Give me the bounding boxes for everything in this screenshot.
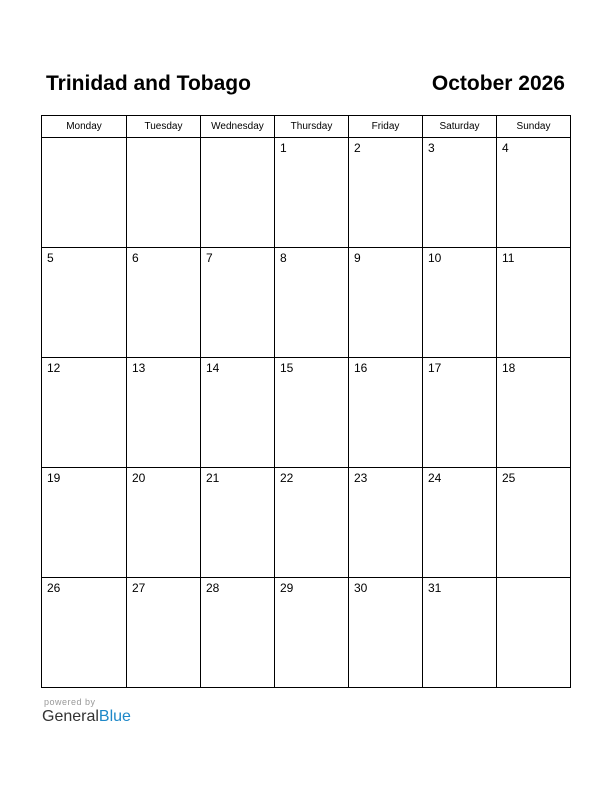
day-number: 8 <box>280 251 287 265</box>
day-cell <box>423 468 497 578</box>
day-number: 19 <box>47 471 61 485</box>
brand-logo-part2: Blue <box>98 708 131 725</box>
week-row <box>42 578 571 688</box>
day-cell <box>423 248 497 358</box>
day-cell <box>497 578 571 688</box>
day-cell <box>201 578 275 688</box>
day-cell <box>497 248 571 358</box>
day-number: 21 <box>206 471 220 485</box>
calendar-grid <box>41 115 571 688</box>
day-number: 16 <box>354 361 368 375</box>
day-cell <box>201 468 275 578</box>
weekday-friday: Friday <box>349 116 423 138</box>
day-number <box>42 138 126 141</box>
week-row <box>42 358 571 468</box>
day-number: 4 <box>502 141 509 155</box>
day-cell <box>497 468 571 578</box>
day-cell <box>349 248 423 358</box>
day-number: 18 <box>502 361 516 375</box>
day-cell <box>349 468 423 578</box>
day-number: 23 <box>354 471 368 485</box>
weekday-sunday: Sunday <box>497 116 571 138</box>
powered-by-text: powered by <box>44 697 96 707</box>
day-cell <box>349 358 423 468</box>
month-year-title: October 2026 <box>431 72 565 95</box>
day-number: 31 <box>428 581 442 595</box>
day-number: 24 <box>428 471 442 485</box>
day-cell <box>127 358 201 468</box>
day-cell <box>275 578 349 688</box>
day-cell <box>275 358 349 468</box>
day-number: 12 <box>47 361 61 375</box>
day-cell <box>423 358 497 468</box>
weekday-header-row <box>42 116 571 138</box>
day-cell <box>275 138 349 248</box>
day-cell <box>127 578 201 688</box>
day-cell <box>42 138 127 248</box>
day-number: 3 <box>428 141 435 155</box>
day-number: 1 <box>280 141 287 155</box>
country-title: Trinidad and Tobago <box>46 72 251 95</box>
day-number: 25 <box>502 471 516 485</box>
day-number: 10 <box>428 251 442 265</box>
day-cell <box>42 578 127 688</box>
day-number <box>497 578 570 581</box>
day-cell <box>42 358 127 468</box>
day-cell <box>42 248 127 358</box>
day-cell <box>201 138 275 248</box>
day-cell <box>127 138 201 248</box>
day-number <box>201 138 274 141</box>
day-cell <box>127 248 201 358</box>
day-number: 13 <box>132 361 146 375</box>
day-number: 7 <box>206 251 213 265</box>
day-number: 29 <box>280 581 294 595</box>
weekday-thursday: Thursday <box>275 116 349 138</box>
day-cell <box>349 138 423 248</box>
day-cell <box>275 248 349 358</box>
day-number: 6 <box>132 251 139 265</box>
day-cell <box>127 468 201 578</box>
day-number: 27 <box>132 581 146 595</box>
week-row <box>42 468 571 578</box>
day-number: 2 <box>354 141 361 155</box>
day-number: 9 <box>354 251 361 265</box>
day-number: 26 <box>47 581 61 595</box>
day-number: 30 <box>354 581 368 595</box>
day-cell <box>201 248 275 358</box>
day-number: 17 <box>428 361 442 375</box>
brand-logo[interactable] <box>42 708 131 726</box>
day-number: 15 <box>280 361 294 375</box>
day-cell <box>497 358 571 468</box>
weekday-tuesday: Tuesday <box>127 116 201 138</box>
day-cell <box>275 468 349 578</box>
day-cell <box>42 468 127 578</box>
weekday-saturday: Saturday <box>423 116 497 138</box>
weekday-monday: Monday <box>42 116 127 138</box>
day-number: 11 <box>502 251 515 265</box>
brand-logo-part1: General <box>42 708 99 725</box>
day-number: 22 <box>280 471 294 485</box>
day-number <box>127 138 200 141</box>
day-number: 5 <box>47 251 54 265</box>
day-cell <box>497 138 571 248</box>
day-number: 28 <box>206 581 220 595</box>
weekday-wednesday: Wednesday <box>201 116 275 138</box>
day-cell <box>201 358 275 468</box>
week-row <box>42 138 571 248</box>
day-cell <box>423 138 497 248</box>
day-number: 14 <box>206 361 220 375</box>
day-cell <box>423 578 497 688</box>
day-cell <box>349 578 423 688</box>
day-number: 20 <box>132 471 146 485</box>
week-row <box>42 248 571 358</box>
